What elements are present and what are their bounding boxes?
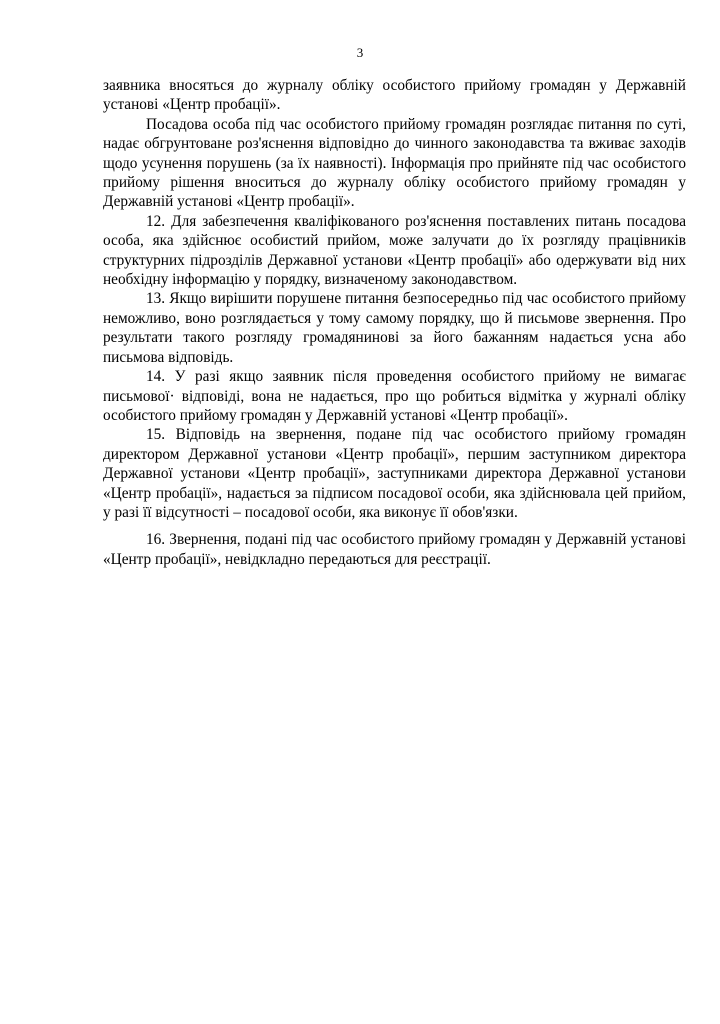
paragraph-13: 13. Якщо вирішити порушене питання безпосередньо під час особистого прийому неможливо, воно розглядається у тому самому порядку, що й письмове звернення. Про результати такого розгляду громадянинові за його бажанням надається усна або письмова відповідь.	[103, 290, 686, 366]
paragraph-14: 14. У разі якщо заявник після проведення особистого прийому не вимагає письмової· відповіді, вона не надається, про що робиться відмітка у журналі обліку особистого прийому громадян у Державній установі «Центр пробації».	[103, 368, 686, 424]
paragraph-16: 16. Звернення, подані під час особистого прийому громадян у Державній установі «Центр пробації», невідкладно передаються для реєстрації.	[103, 531, 686, 568]
paragraph-15: 15. Відповідь на звернення, подане під час особистого прийому громадян директором Державної установи «Центр пробації», першим заступником директора Державної установи «Центр пробації», заступниками директора Державної установи «Центр пробації», надається за підписом посадової особи, яка здійснювала цей прийом, у разі її відсутності – посадової особи, яка виконує її обов'язки.	[103, 426, 686, 521]
paragraph-continuation: заявника вносяться до журналу обліку особистого прийому громадян у Державній установі «Центр пробації».	[103, 77, 686, 114]
page-number: 3	[356, 45, 364, 60]
document-body	[103, 76, 686, 569]
paragraph-official-review: Посадова особа під час особистого прийому громадян розглядає питання по суті, надає обгрунтоване роз'яснення відповідно до чинного законодавства та вживає заходів щодо усунення порушень (за їх наявності). Інформація про прийняте під час особистого прийому рішення вноситься до журналу обліку особистого прийому громадян у Державній установі «Центр пробації».	[103, 115, 686, 211]
paragraph-12: 12. Для забезпечення кваліфікованого роз'яснення поставлених питань посадова особа, яка здійснює особистий прийом, може залучати до їх розгляду працівників структурних підрозділів Державної установи «Центр пробації» або одержувати від них необхідну інформацію у порядку, визначеному законодавством.	[103, 212, 686, 289]
